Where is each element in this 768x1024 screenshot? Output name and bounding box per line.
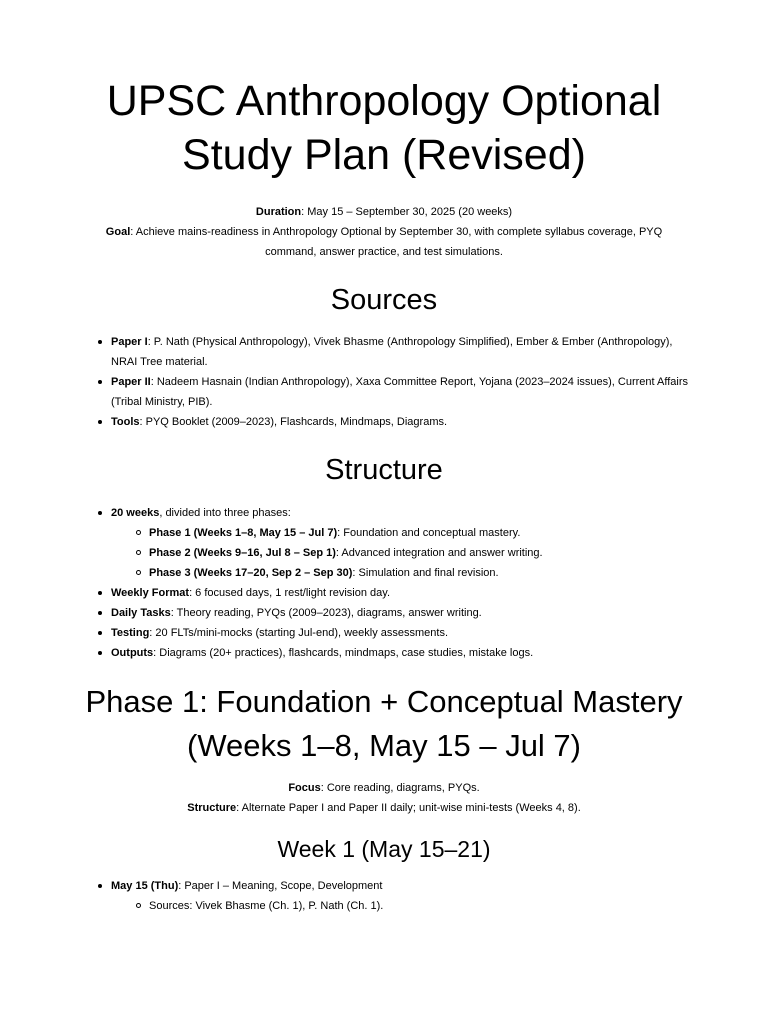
item-label: Phase 3 (Weeks 17–20, Sep 2 – Sep 30) <box>149 567 353 579</box>
bullet-icon <box>98 884 102 888</box>
week1-heading: Week 1 (May 15–21) <box>277 836 491 862</box>
item-label: Paper II <box>111 376 151 388</box>
list-item <box>149 523 691 543</box>
bullet-icon <box>98 591 102 595</box>
structure-heading: Structure <box>325 454 443 486</box>
sources-heading: Sources <box>330 284 438 316</box>
item-text: Sources: Vivek Bhasme (Ch. 1), P. Nath (Ch. 1). <box>149 900 384 912</box>
item-label: Tools <box>111 416 140 428</box>
focus-label: Focus <box>288 782 321 794</box>
circle-bullet-icon <box>136 530 141 535</box>
item-text: : Advanced integration and answer writing. <box>335 547 543 559</box>
duration-line <box>80 202 688 222</box>
item-label: Testing <box>111 627 150 639</box>
phases-sublist <box>149 523 691 583</box>
item-label: Phase 1 (Weeks 1–8, May 15 – Jul 7) <box>149 527 338 539</box>
structure-text: : Alternate Paper I and Paper II daily; unit-wise mini-tests (Weeks 4, 8). <box>236 802 581 814</box>
item-text: : PYQ Booklet (2009–2023), Flashcards, Mindmaps, Diagrams. <box>139 416 448 428</box>
item-label: May 15 (Thu) <box>111 880 179 892</box>
list-item <box>111 503 691 583</box>
list-item <box>111 412 691 432</box>
duration-text: : May 15 – September 30, 2025 (20 weeks) <box>301 206 513 218</box>
bullet-icon <box>98 651 102 655</box>
bullet-icon <box>98 380 102 384</box>
goal-line <box>80 222 688 262</box>
structure-list <box>111 503 691 663</box>
item-text: : Simulation and final revision. <box>352 567 499 579</box>
list-item <box>111 643 691 663</box>
item-label: Paper I <box>111 336 148 348</box>
week1-sublist <box>149 896 691 916</box>
item-label: Phase 2 (Weeks 9–16, Jul 8 – Sep 1) <box>149 547 336 559</box>
focus-text: : Core reading, diagrams, PYQs. <box>320 782 480 794</box>
circle-bullet-icon <box>136 550 141 555</box>
goal-label: Goal <box>105 226 131 238</box>
item-text: : Foundation and conceptual mastery. <box>337 527 521 539</box>
item-label: Daily Tasks <box>111 607 171 619</box>
bullet-icon <box>98 420 102 424</box>
list-item <box>149 896 691 916</box>
list-item <box>149 543 691 563</box>
list-item <box>111 332 691 372</box>
item-text: : 6 focused days, 1 rest/light revision day. <box>189 587 391 599</box>
page-title: UPSC Anthropology Optional Study Plan (Revised) <box>106 77 662 179</box>
phase1-heading: Phase 1: Foundation + Conceptual Mastery (Weeks 1–8, May 15 – Jul 7) <box>85 684 683 763</box>
list-item <box>111 876 691 916</box>
bullet-icon <box>98 611 102 615</box>
item-text: , divided into three phases: <box>159 507 291 519</box>
bullet-icon <box>98 631 102 635</box>
list-item <box>111 583 691 603</box>
item-text: : P. Nath (Physical Anthropology), Vivek Bhasme (Anthropology Simplified), Ember & Ember (Anthropology), NRAI Tree material. <box>111 336 673 368</box>
phase1-structure-line <box>80 798 688 818</box>
circle-bullet-icon <box>136 903 141 908</box>
item-text: : Paper I – Meaning, Scope, Development <box>178 880 383 892</box>
sources-list <box>111 332 691 432</box>
list-item <box>111 603 691 623</box>
duration-label: Duration <box>255 206 302 218</box>
item-text: : 20 FLTs/mini-mocks (starting Jul-end), weekly assessments. <box>149 627 449 639</box>
circle-bullet-icon <box>136 570 141 575</box>
list-item <box>149 563 691 583</box>
item-label: Weekly Format <box>111 587 190 599</box>
week1-list <box>111 876 691 916</box>
list-item <box>111 372 691 412</box>
item-label: Outputs <box>111 647 154 659</box>
item-text: : Nadeem Hasnain (Indian Anthropology), Xaxa Committee Report, Yojana (2023–2024 issues), Current Affairs (Tribal Ministry, PIB). <box>111 376 689 408</box>
item-text: : Theory reading, PYQs (2009–2023), diagrams, answer writing. <box>170 607 482 619</box>
item-text: : Diagrams (20+ practices), flashcards, mindmaps, case studies, mistake logs. <box>153 647 534 659</box>
list-item <box>111 623 691 643</box>
goal-text: : Achieve mains-readiness in Anthropology Optional by September 30, with complete syllabus coverage, PYQ command, answer practice, and test simulations. <box>130 226 663 258</box>
bullet-icon <box>98 340 102 344</box>
item-label: 20 weeks <box>111 507 160 519</box>
structure-label: Structure <box>187 802 237 814</box>
bullet-icon <box>98 511 102 515</box>
focus-line <box>80 778 688 798</box>
